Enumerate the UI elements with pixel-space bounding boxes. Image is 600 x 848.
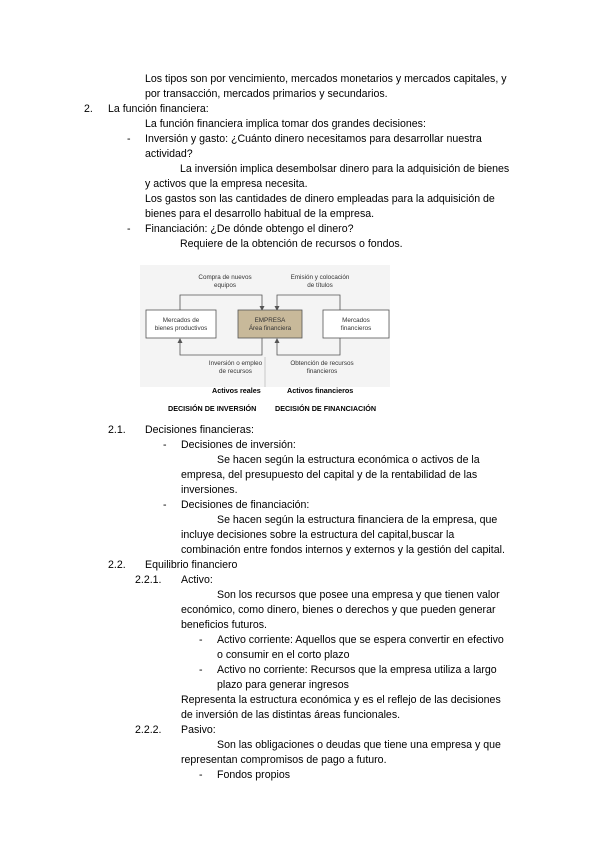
bullet-dash: - <box>163 499 167 511</box>
box-center-text: EMPRESA Área financiera <box>248 317 292 332</box>
activo-line-1: Son los recursos que posee una empresa y que tienen valor <box>217 589 500 601</box>
decisiones-financiacion-line-1: Se hacen según la estructura financiera de la empresa, que <box>217 514 498 526</box>
section-2-1-title: Decisiones financieras: <box>145 424 254 436</box>
label-activos-reales: Activos reales <box>212 386 261 395</box>
top-right-text: Emisión y colocación de títulos <box>290 274 350 289</box>
box-right-text: Mercados financieros <box>340 317 372 332</box>
section-2-lead: La función financiera implica tomar dos grandes decisiones: <box>145 118 426 130</box>
section-2-title: La función financiera: <box>108 103 209 115</box>
activo-line-3: beneficios futuros. <box>181 619 267 631</box>
section-2-2-title: Equilibrio financiero <box>145 559 238 571</box>
pasivo-title: Pasivo: <box>181 724 216 736</box>
financiacion-line-2: Requiere de la obtención de recursos o fondos. <box>180 238 403 250</box>
decisiones-inversion-line-1: Se hacen según la estructura económica o activos de la <box>217 454 480 466</box>
section-2-1-number: 2.1. <box>108 424 126 436</box>
bottom-right-text: Obtención de recursos financieros <box>290 360 354 375</box>
bullet-dash: - <box>199 769 203 781</box>
decisiones-inversion-line-2: empresa, del presupuesto del capital y de la rentabilidad de las <box>181 469 478 481</box>
bullet-dash: - <box>199 664 203 676</box>
fondos-propios: Fondos propios <box>217 769 291 781</box>
financiacion-line-1: Financiación: ¿De dónde obtengo el dinero? <box>145 223 354 235</box>
activo-title: Activo: <box>181 574 213 586</box>
label-activos-financieros: Activos financieros <box>287 386 354 395</box>
bullet-dash: - <box>127 223 131 235</box>
intro-line-1: Los tipos son por vencimiento, mercados monetarios y mercados capitales, y <box>145 73 507 85</box>
inversion-line-5: Los gastos son las cantidades de dinero empleadas para la adquisición de <box>145 193 495 205</box>
pasivo-line-2: representan compromisos de pago a futuro. <box>181 754 387 766</box>
section-2-2-1-number: 2.2.1. <box>135 574 162 586</box>
activo-no-corriente-line-2: plazo para generar ingresos <box>217 679 349 691</box>
activo-no-corriente-line-1: Activo no corriente: Recursos que la empresa utiliza a largo <box>217 664 497 676</box>
bullet-dash: - <box>127 133 131 145</box>
section-2-2-number: 2.2. <box>108 559 126 571</box>
decisiones-inversion-title: Decisiones de inversión: <box>181 439 296 451</box>
section-2-2-2-number: 2.2.2. <box>135 724 162 736</box>
bottom-left-text: Inversión o empleo de recursos <box>208 360 263 375</box>
decisiones-financiacion-line-2: incluye decisiones sobre la estructura del capital,buscar la <box>181 529 455 541</box>
bullet-dash: - <box>199 634 203 646</box>
representa-line-1: Representa la estructura económica y es el reflejo de las decisiones <box>181 694 501 706</box>
inversion-line-3: La inversión implica desembolsar dinero para la adquisición de bienes <box>180 163 510 175</box>
caption-decision-inversion: DECISIÓN DE INVERSIÓN <box>168 404 257 413</box>
box-left-text: Mercados de bienes productivos <box>154 317 208 332</box>
inversion-line-2: actividad? <box>145 148 193 160</box>
section-2-number: 2. <box>84 103 93 115</box>
activo-corriente-line-1: Activo corriente: Aquellos que se espera convertir en efectivo <box>217 634 504 646</box>
decisiones-inversion-line-3: inversiones. <box>181 484 238 496</box>
inversion-line-4: y activos que la empresa necesita. <box>145 178 308 190</box>
top-left-text: Compra de nuevos equipos <box>198 274 252 289</box>
inversion-line-1: Inversión y gasto: ¿Cuánto dinero necesitamos para desarrollar nuestra <box>145 133 482 145</box>
decisiones-financiacion-line-3: combinación entre fondos internos y externos y la gestión del capital. <box>181 544 505 556</box>
decisiones-financiacion-title: Decisiones de financiación: <box>181 499 310 511</box>
representa-line-2: de inversión de las distintas áreas funcionales. <box>181 709 401 721</box>
activo-corriente-line-2: o consumir en el corto plazo <box>217 649 350 661</box>
bullet-dash: - <box>163 439 167 451</box>
inversion-line-6: bienes para el desarrollo habitual de la empresa. <box>145 208 375 220</box>
financial-function-diagram <box>140 265 390 420</box>
intro-line-2: por transacción, mercados primarios y secundarios. <box>145 88 388 100</box>
caption-decision-financiacion: DECISIÓN DE FINANCIACIÓN <box>275 404 377 413</box>
activo-line-2: económico, como dinero, bienes o derechos y que pueden generar <box>181 604 496 616</box>
pasivo-line-1: Son las obligaciones o deudas que tiene una empresa y que <box>217 739 501 751</box>
